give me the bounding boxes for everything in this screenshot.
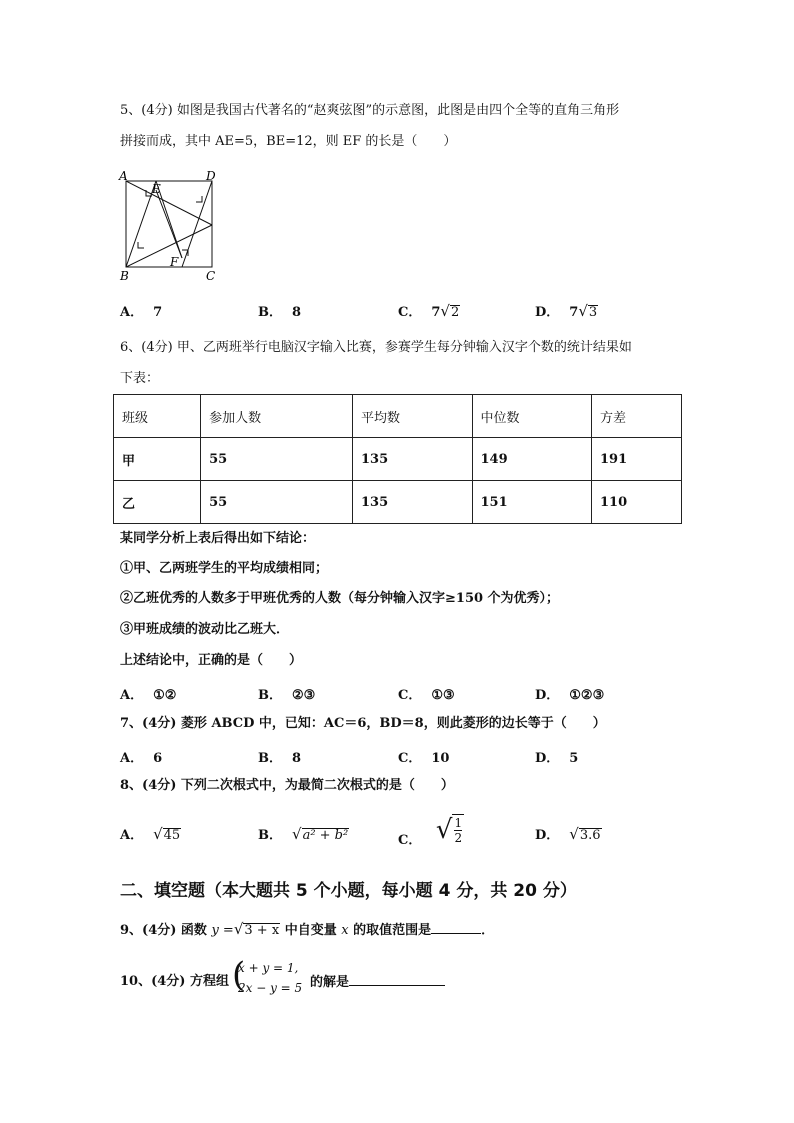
table-cell: 55 (201, 481, 353, 524)
q8-text: 8、(4分) 下列二次根式中，为最简二次根式的是（ ） (120, 778, 454, 793)
q9-text: 9、(4分) 函数 y =√3 + x 中自变量 x 的取值范围是 ． (120, 920, 495, 938)
table-header-cell: 方差 (592, 395, 682, 438)
table-header-row (114, 395, 682, 438)
equation-2: 2x − y = 5 (238, 981, 303, 995)
equation-system (238, 958, 302, 998)
q6-conclusion-3: ③甲班成绩的波动比乙班大． (120, 622, 290, 637)
table-cell: 151 (472, 481, 592, 524)
q5-option-b[interactable]: B． 8 (258, 305, 302, 320)
table-header-cell: 班级 (114, 395, 201, 438)
table-cell: 135 (353, 481, 473, 524)
label-F: F (170, 255, 179, 269)
q7-option-c[interactable]: C． 10 (398, 751, 450, 766)
label-D: D (206, 169, 216, 183)
q10-suffix: 的解是 (310, 973, 445, 992)
table-header-cell: 平均数 (353, 395, 473, 438)
q5-option-d[interactable]: D． 7√3 (535, 302, 598, 320)
q6-option-c[interactable]: C． ①③ (398, 688, 455, 703)
label-E: E (152, 182, 161, 196)
q6-question: 上述结论中，正确的是（ ） (120, 653, 303, 668)
q5-text-line2: 拼接而成，其中 AE=5，BE=12，则 EF 的长是（ ） (120, 134, 457, 149)
q6-intro: 某同学分析上表后得出如下结论： (120, 531, 316, 546)
zhao-shuang-figure (116, 168, 226, 284)
q5-option-c[interactable]: C． 7√2 (398, 302, 460, 320)
q8-option-d[interactable]: D． √3.6 (535, 825, 601, 843)
stats-table (113, 394, 682, 524)
table-header-cell: 参加人数 (201, 395, 353, 438)
q6-text-line2: 下表： (120, 371, 160, 386)
q7-option-d[interactable]: D． 5 (535, 751, 579, 766)
label-C: C (206, 269, 216, 283)
label-A: A (119, 169, 128, 183)
q8-option-c[interactable]: C． √ $\frac{1}{2}$ (398, 815, 463, 848)
q5-options (120, 301, 680, 321)
q10-answer-blank[interactable] (349, 973, 445, 986)
q8-option-b[interactable]: B． √a² + b² (258, 825, 349, 843)
table-cell: 甲 (114, 438, 201, 481)
q6-text-line1: 6、(4分) 甲、乙两班举行电脑汉字输入比赛，参赛学生每分钟输入汉字个数的统计结果如 (120, 340, 632, 355)
q6-options (120, 684, 680, 704)
table-cell: 149 (472, 438, 592, 481)
table-header-cell: 中位数 (472, 395, 592, 438)
table-row (114, 438, 682, 481)
label-B: B (120, 269, 129, 283)
q7-option-a[interactable]: A． 6 (120, 751, 163, 766)
system-brace: ( (232, 955, 246, 995)
equation-1: x + y = 1, (238, 961, 299, 975)
q6-option-a[interactable]: A． ①② (120, 688, 177, 703)
table-cell: 110 (592, 481, 682, 524)
q7-options (120, 747, 680, 767)
q8-options (120, 815, 680, 856)
q5-text-line1: 5、(4分) 如图是我国古代著名的“赵爽弦图”的示意图，此图是由四个全等的直角三角形 (120, 103, 620, 118)
table-cell: 135 (353, 438, 473, 481)
table-cell: 55 (201, 438, 353, 481)
q10-prefix: 10、(4分) 方程组 (120, 974, 229, 989)
section-title: 二、填空题（本大题共 5 个小题，每小题 4 分，共 20 分） (120, 881, 577, 901)
table-cell: 乙 (114, 481, 201, 524)
table-row (114, 481, 682, 524)
q6-conclusion-2: ②乙班优秀的人数多于甲班优秀的人数（每分钟输入汉字≥150 个为优秀）； (120, 591, 560, 606)
q7-option-b[interactable]: B． 8 (258, 751, 302, 766)
table-cell: 191 (592, 438, 682, 481)
q5-option-a[interactable]: A． 7 (120, 305, 163, 320)
q9-answer-blank[interactable] (431, 921, 481, 934)
q8-option-a[interactable]: A． √45 (120, 825, 181, 843)
q7-text: 7、(4分) 菱形 ABCD 中，已知：AC＝6，BD＝8，则此菱形的边长等于（ ） (120, 716, 606, 731)
q6-option-b[interactable]: B． ②③ (258, 688, 316, 703)
q6-option-d[interactable]: D． ①②③ (535, 688, 605, 703)
q6-conclusion-1: ①甲、乙两班学生的平均成绩相同； (120, 561, 329, 576)
